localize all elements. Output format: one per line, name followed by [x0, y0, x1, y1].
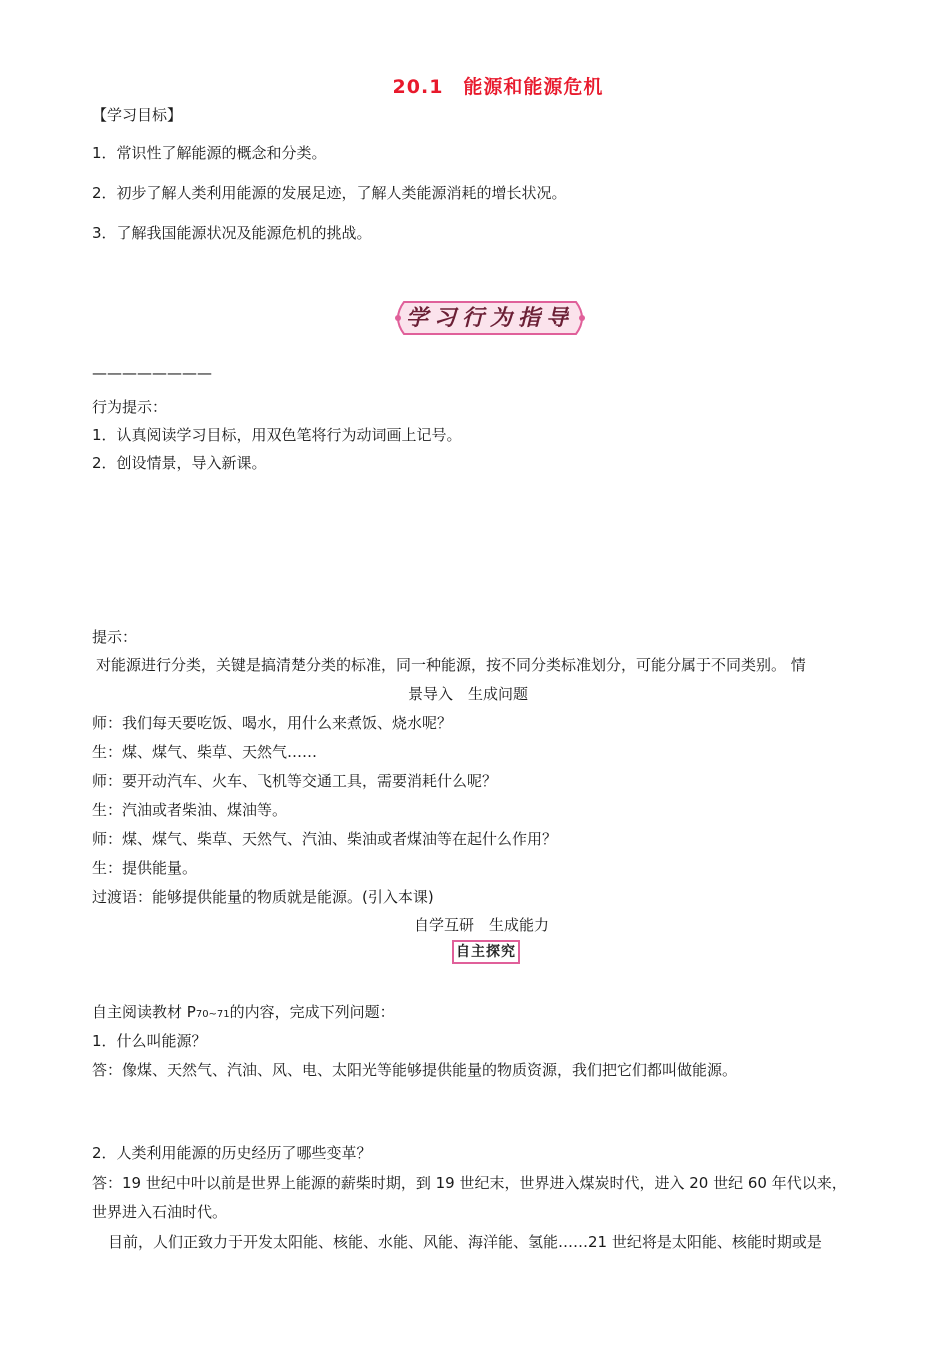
dialogue-line: 生：汽油或者柴油、煤油等。	[92, 801, 288, 819]
section-heading: 自学互研 生成能力	[414, 916, 550, 934]
section-banner	[390, 298, 590, 338]
dialogue-line: 过渡语：能够提供能量的物质就是能源。(引入本课)	[92, 888, 434, 906]
section-badge: 自主探究	[452, 940, 520, 964]
answer-continued: 世界进入石油时代。	[92, 1203, 228, 1221]
dialogue-line: 师：煤、煤气、柴草、天然气、汽油、柴油或者煤油等在起什么作用？	[92, 830, 558, 848]
reading-suffix: 的内容，完成下列问题：	[229, 1003, 395, 1021]
goal-item: 2．初步了解人类利用能源的发展足迹，了解人类能源消耗的增长状况。	[92, 184, 567, 202]
dialogue-line: 生：提供能量。	[92, 859, 198, 877]
section-heading: 景导入 生成问题	[408, 685, 529, 703]
answer: 答：19 世纪中叶以前是世界上能源的薪柴时期，到 19 世纪末，世界进入煤炭时代，进入 20 世纪 60 年代以来，	[92, 1174, 847, 1192]
answer: 答：像煤、天然气、汽油、风、电、太阳光等能够提供能量的物质资源，我们把它们都叫做能源。	[92, 1061, 738, 1079]
reading-prefix: 自主阅读教材 P	[92, 1003, 196, 1021]
behavior-header: 行为提示：	[92, 398, 168, 416]
goals-header: 【学习目标】	[92, 106, 183, 124]
page-range: 70~71	[195, 1009, 230, 1020]
behavior-item: 1．认真阅读学习目标，用双色笔将行为动词画上记号。	[92, 426, 462, 444]
behavior-item: 2．创设情景，导入新课。	[92, 454, 267, 472]
question: 1．什么叫能源？	[92, 1032, 207, 1050]
dialogue-line: 师：我们每天要吃饭、喝水，用什么来煮饭、烧水呢？	[92, 714, 453, 732]
reading-instruction	[92, 1001, 395, 1022]
question: 2．人类利用能源的历史经历了哪些变革？	[92, 1144, 372, 1162]
page-title: 20.1 能源和能源危机	[392, 76, 604, 98]
goal-item: 3．了解我国能源状况及能源危机的挑战。	[92, 224, 372, 242]
tip-text: 对能源进行分类，关键是搞清楚分类的标准，同一种能源，按不同分类标准划分，可能分属于不同类别。 情	[96, 656, 806, 674]
paragraph: 目前，人们正致力于开发太阳能、核能、水能、风能、海洋能、氢能……21 世纪将是太阳能、核能时期或是	[108, 1233, 822, 1251]
goal-item: 1．常识性了解能源的概念和分类。	[92, 144, 327, 162]
divider: ————————	[92, 364, 212, 382]
dialogue-line: 生：煤、煤气、柴草、天然气……	[92, 743, 318, 761]
dialogue-line: 师：要开动汽车、火车、飞机等交通工具，需要消耗什么呢？	[92, 772, 498, 790]
banner-label: 学习行为指导	[405, 305, 574, 331]
tip-header: 提示：	[92, 628, 138, 646]
